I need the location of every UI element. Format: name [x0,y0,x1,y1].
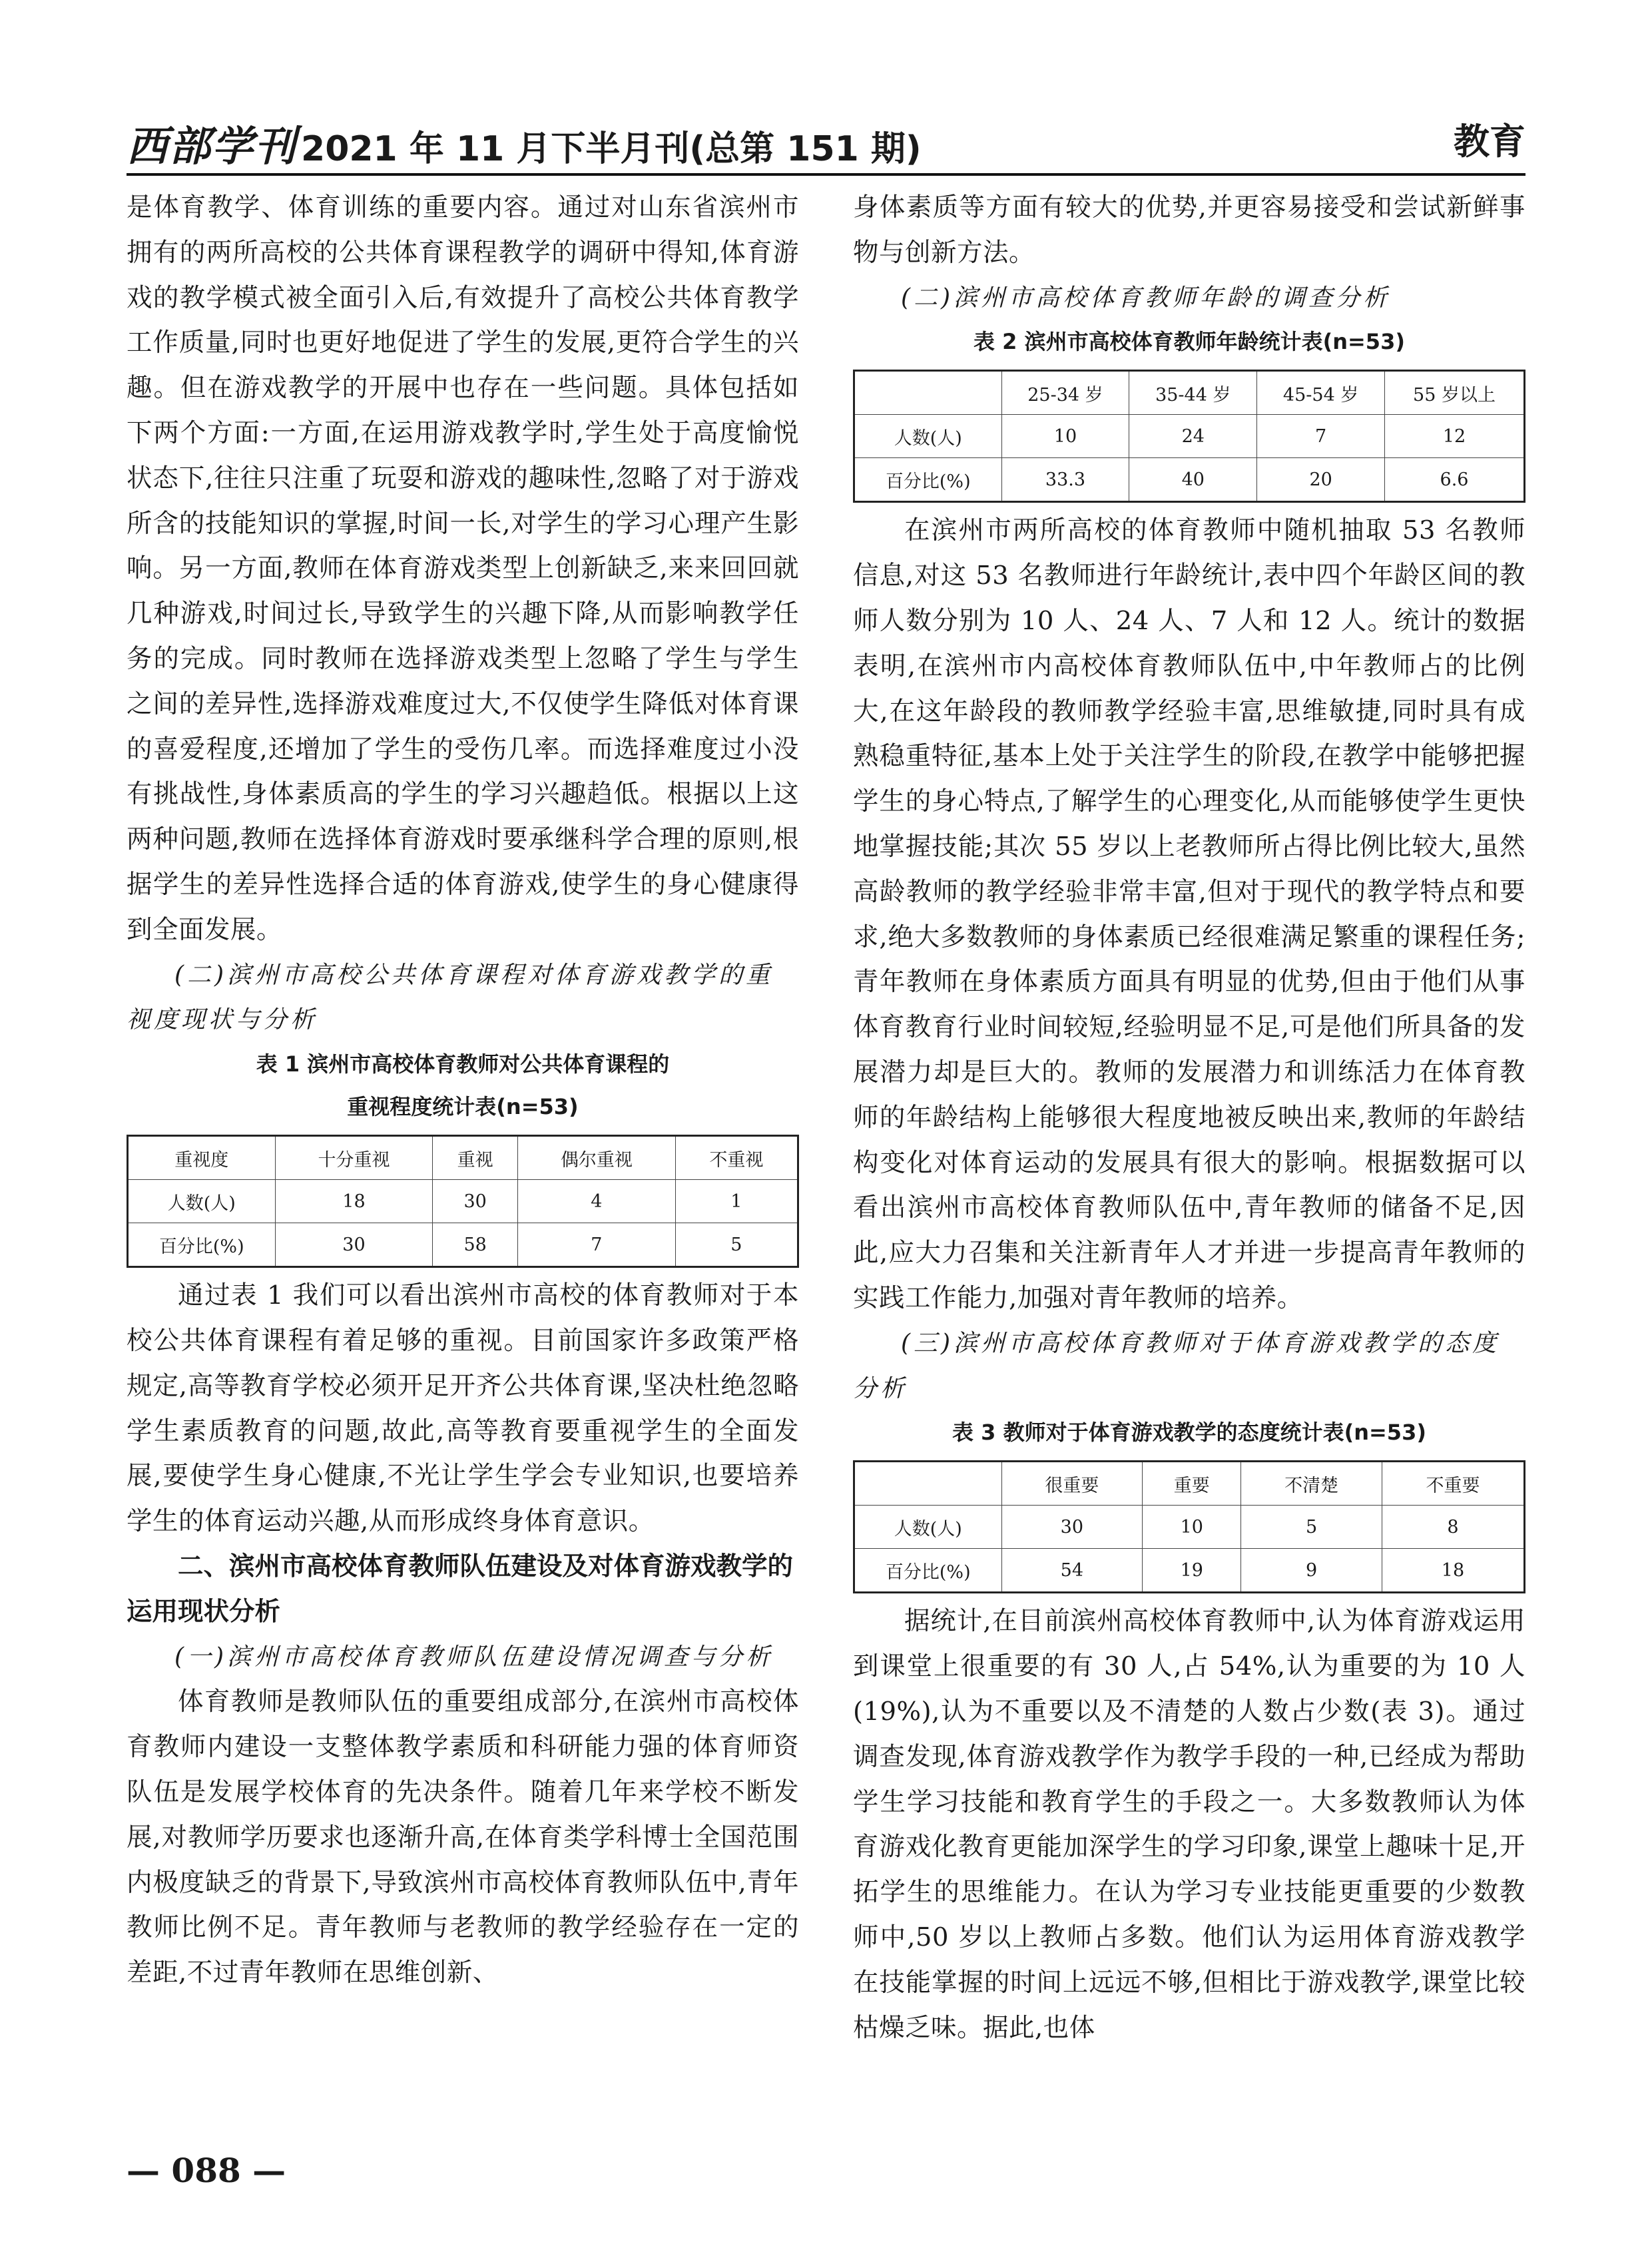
paragraph: 体育教师是教师队伍的重要组成部分,在滨州市高校体育教师内建设一支整体教学素质和科研能力强的体育师资队伍是发展学校体育的先决条件。随着几年来学校不断发展,对教师学历要求也逐渐升高,在体育类学科博士全国范围内极度缺乏的背景下,导致滨州市高校体育教师队伍中,青年教师比例不足。青年教师与老教师的教学经验存在一定的差距,不过青年教师在思维创新、 [127,1687,799,1988]
paragraph: 是体育教学、体育训练的重要内容。通过对山东省滨州市拥有的两所高校的公共体育课程教学的调研中得知,体育游戏的教学模式被全面引入后,有效提升了高校公共体育教学工作质量,同时也更好地促进了学生的发展,更符合学生的兴趣。但在游戏教学的开展中也存在一些问题。具体包括如下两个方面:一方面,在运用游戏教学时,学生处于高度愉悦状态下,往往只注重了玩耍和游戏的趣味性,忽略了对于游戏所含的技能知识的掌握,时间一长,对学生的学习心理产生影响。另一方面,教师在体育游戏类型上创新缺乏,来来回回就几种游戏,时间过长,导致学生的兴趣下降,从而影响教学任务的完成。同时教师在选择游戏类型上忽略了学生与学生之间的差异性,选择游戏难度过大,不仅使学生降低对体育课的喜爱程度,还增加了学生的受伤几率。而选择难度过小没有挑战性,身体素质高的学生的学习兴趣趋低。根据以上这两种问题,教师在选择体育游戏时要承继科学合理的原则,根据学生的差异性选择合适的体育游戏,使学生的身心健康得到全面发展。 [127,192,799,945]
table-cell: 54 [1001,1549,1143,1593]
table-row [854,1549,1525,1593]
table-row [854,415,1525,458]
table-cell: 7 [1257,415,1385,458]
subsection-heading: (一)滨州市高校体育教师队伍建设情况调查与分析 [174,1643,774,1671]
table-cell: 不清楚 [1241,1462,1382,1506]
section-label: 教育 [1454,121,1525,162]
table-cell [854,1462,1002,1506]
table-cell: 45-54 岁 [1257,371,1385,415]
table-cell: 18 [1382,1549,1524,1593]
table-cell: 35-44 岁 [1129,371,1257,415]
table-cell: 18 [275,1180,433,1223]
table-cell: 19 [1143,1549,1241,1593]
left-column [127,185,799,1996]
table-header-row [854,1462,1525,1506]
table-cell: 12 [1385,415,1525,458]
table-caption: 表 3 教师对于体育游戏教学的态度统计表(n=53) [952,1420,1426,1446]
table-cell: 不重视 [675,1136,798,1180]
table-caption: 重视程度统计表(n=53) [347,1094,579,1120]
issue-label: 2021 年 11 月下半月刊(总第 151 期) [301,129,922,169]
subsection-heading: (二)滨州市高校公共体育课程对体育游戏教学的重视度现状与分析 [127,961,774,1034]
table-importance [127,1135,799,1268]
table-attitude [853,1460,1525,1593]
table-cell: 30 [275,1223,433,1267]
table-cell: 58 [433,1223,518,1267]
table-cell: 8 [1382,1506,1524,1549]
right-column [853,185,1525,2050]
table-cell [854,371,1002,415]
table-cell: 40 [1129,458,1257,502]
table-cell: 百分比(%) [128,1223,276,1267]
table-cell: 10 [1143,1506,1241,1549]
table-cell: 人数(人) [128,1180,276,1223]
table-cell: 6.6 [1385,458,1525,502]
table-row [854,1506,1525,1549]
table-cell: 重视度 [128,1136,276,1180]
table-cell: 10 [1001,415,1129,458]
journal-masthead: 西部学刊 [127,122,298,170]
table-cell: 9 [1241,1549,1382,1593]
table-cell: 55 岁以上 [1385,371,1525,415]
table-row [128,1180,798,1223]
subsection-heading: (三)滨州市高校体育教师对于体育游戏教学的态度分析 [853,1329,1500,1402]
table-cell: 24 [1129,415,1257,458]
page-header [127,107,1525,176]
table-age [853,370,1525,503]
table-cell: 人数(人) [854,1506,1002,1549]
table-cell: 百分比(%) [854,1549,1002,1593]
paragraph: 身体素质等方面有较大的优势,并更容易接受和尝试新鲜事物与创新方法。 [853,192,1525,268]
table-cell: 5 [1241,1506,1382,1549]
table-cell: 5 [675,1223,798,1267]
page-number: — 088 — [127,2151,286,2190]
table-cell: 25-34 岁 [1001,371,1129,415]
table-cell: 人数(人) [854,415,1002,458]
table-cell: 重要 [1143,1462,1241,1506]
table-row [854,458,1525,502]
table-cell: 1 [675,1180,798,1223]
table-cell: 33.3 [1001,458,1129,502]
table-header-row [128,1136,798,1180]
table-header-row [854,371,1525,415]
paragraph: 据统计,在目前滨州高校体育教师中,认为体育游戏运用到课堂上很重要的有 30 人,占 54%,认为重要的为 10 人(19%),认为不重要以及不清楚的人数占少数(表 3)。通过调查发现,体育游戏教学作为教学手段的一种,已经成为帮助学生学习技能和教育学生的手段之一。大多数教师认为体育游戏化教育更能加深学生的学习印象,课堂上趣味十足,开拓学生的思维能力。在认为学习专业技能更重要的少数教师中,50 岁以上教师占多数。他们认为运用体育游戏教学在技能掌握的时间上远远不够,但相比于游戏教学,课堂比较枯燥乏味。据此,也体 [853,1606,1525,2043]
table-cell: 不重要 [1382,1462,1524,1506]
table-cell: 偶尔重视 [517,1136,675,1180]
table-caption: 表 1 滨州市高校体育教师对公共体育课程的 [256,1051,670,1077]
paragraph: 通过表 1 我们可以看出滨州市高校的体育教师对于本校公共体育课程有着足够的重视。目前国家许多政策严格规定,高等教育学校必须开足开齐公共体育课,坚决杜绝忽略学生素质教育的问题,故此,高等教育要重视学生的全面发展,要使学生身心健康,不光让学生学会专业知识,也要培养学生的体育运动兴趣,从而形成终身体育意识。 [127,1280,799,1537]
section-heading: 二、滨州市高校体育教师队伍建设及对体育游戏教学的运用现状分析 [127,1551,794,1627]
table-cell: 7 [517,1223,675,1267]
table-caption: 表 2 滨州市高校体育教师年龄统计表(n=53) [973,329,1405,355]
table-cell: 4 [517,1180,675,1223]
table-cell: 重视 [433,1136,518,1180]
table-cell: 十分重视 [275,1136,433,1180]
table-cell: 百分比(%) [854,458,1002,502]
table-cell: 30 [433,1180,518,1223]
table-cell: 30 [1001,1506,1143,1549]
table-cell: 20 [1257,458,1385,502]
table-cell: 很重要 [1001,1462,1143,1506]
paragraph: 在滨州市两所高校的体育教师中随机抽取 53 名教师信息,对这 53 名教师进行年龄统计,表中四个年龄区间的教师人数分别为 10 人、24 人、7 人和 12 人。统计的数据表明,在滨州市内高校体育教师队伍中,中年教师占的比例大,在这年龄段的教师教学经验丰富,思维敏捷,同时具有成熟稳重特征,基本上处于关注学生的阶段,在教学中能够把握学生的身心特点,了解学生的心理变化,从而能够使学生更快地掌握技能;其次 55 岁以上老教师所占得比例比较大,虽然高龄教师的教学经验非常丰富,但对于现代的教学特点和要求,绝大多数教师的身体素质已经很难满足繁重的课程任务;青年教师在身体素质方面具有明显的优势,但由于他们从事体育教育行业时间较短,经验明显不足,可是他们所具备的发展潜力却是巨大的。教师的发展潜力和训练活力在体育教师的年龄结构上能够很大程度地被反映出来,教师的年龄结构变化对体育运动的发展具有很大的影响。根据数据可以看出滨州市高校体育教师队伍中,青年教师的储备不足,因此,应大力召集和关注新青年人才并进一步提高青年教师的实践工作能力,加强对青年教师的培养。 [853,515,1525,1313]
subsection-heading: (二)滨州市高校体育教师年龄的调查分析 [901,284,1391,312]
table-row [128,1223,798,1267]
journal-info [127,113,922,172]
